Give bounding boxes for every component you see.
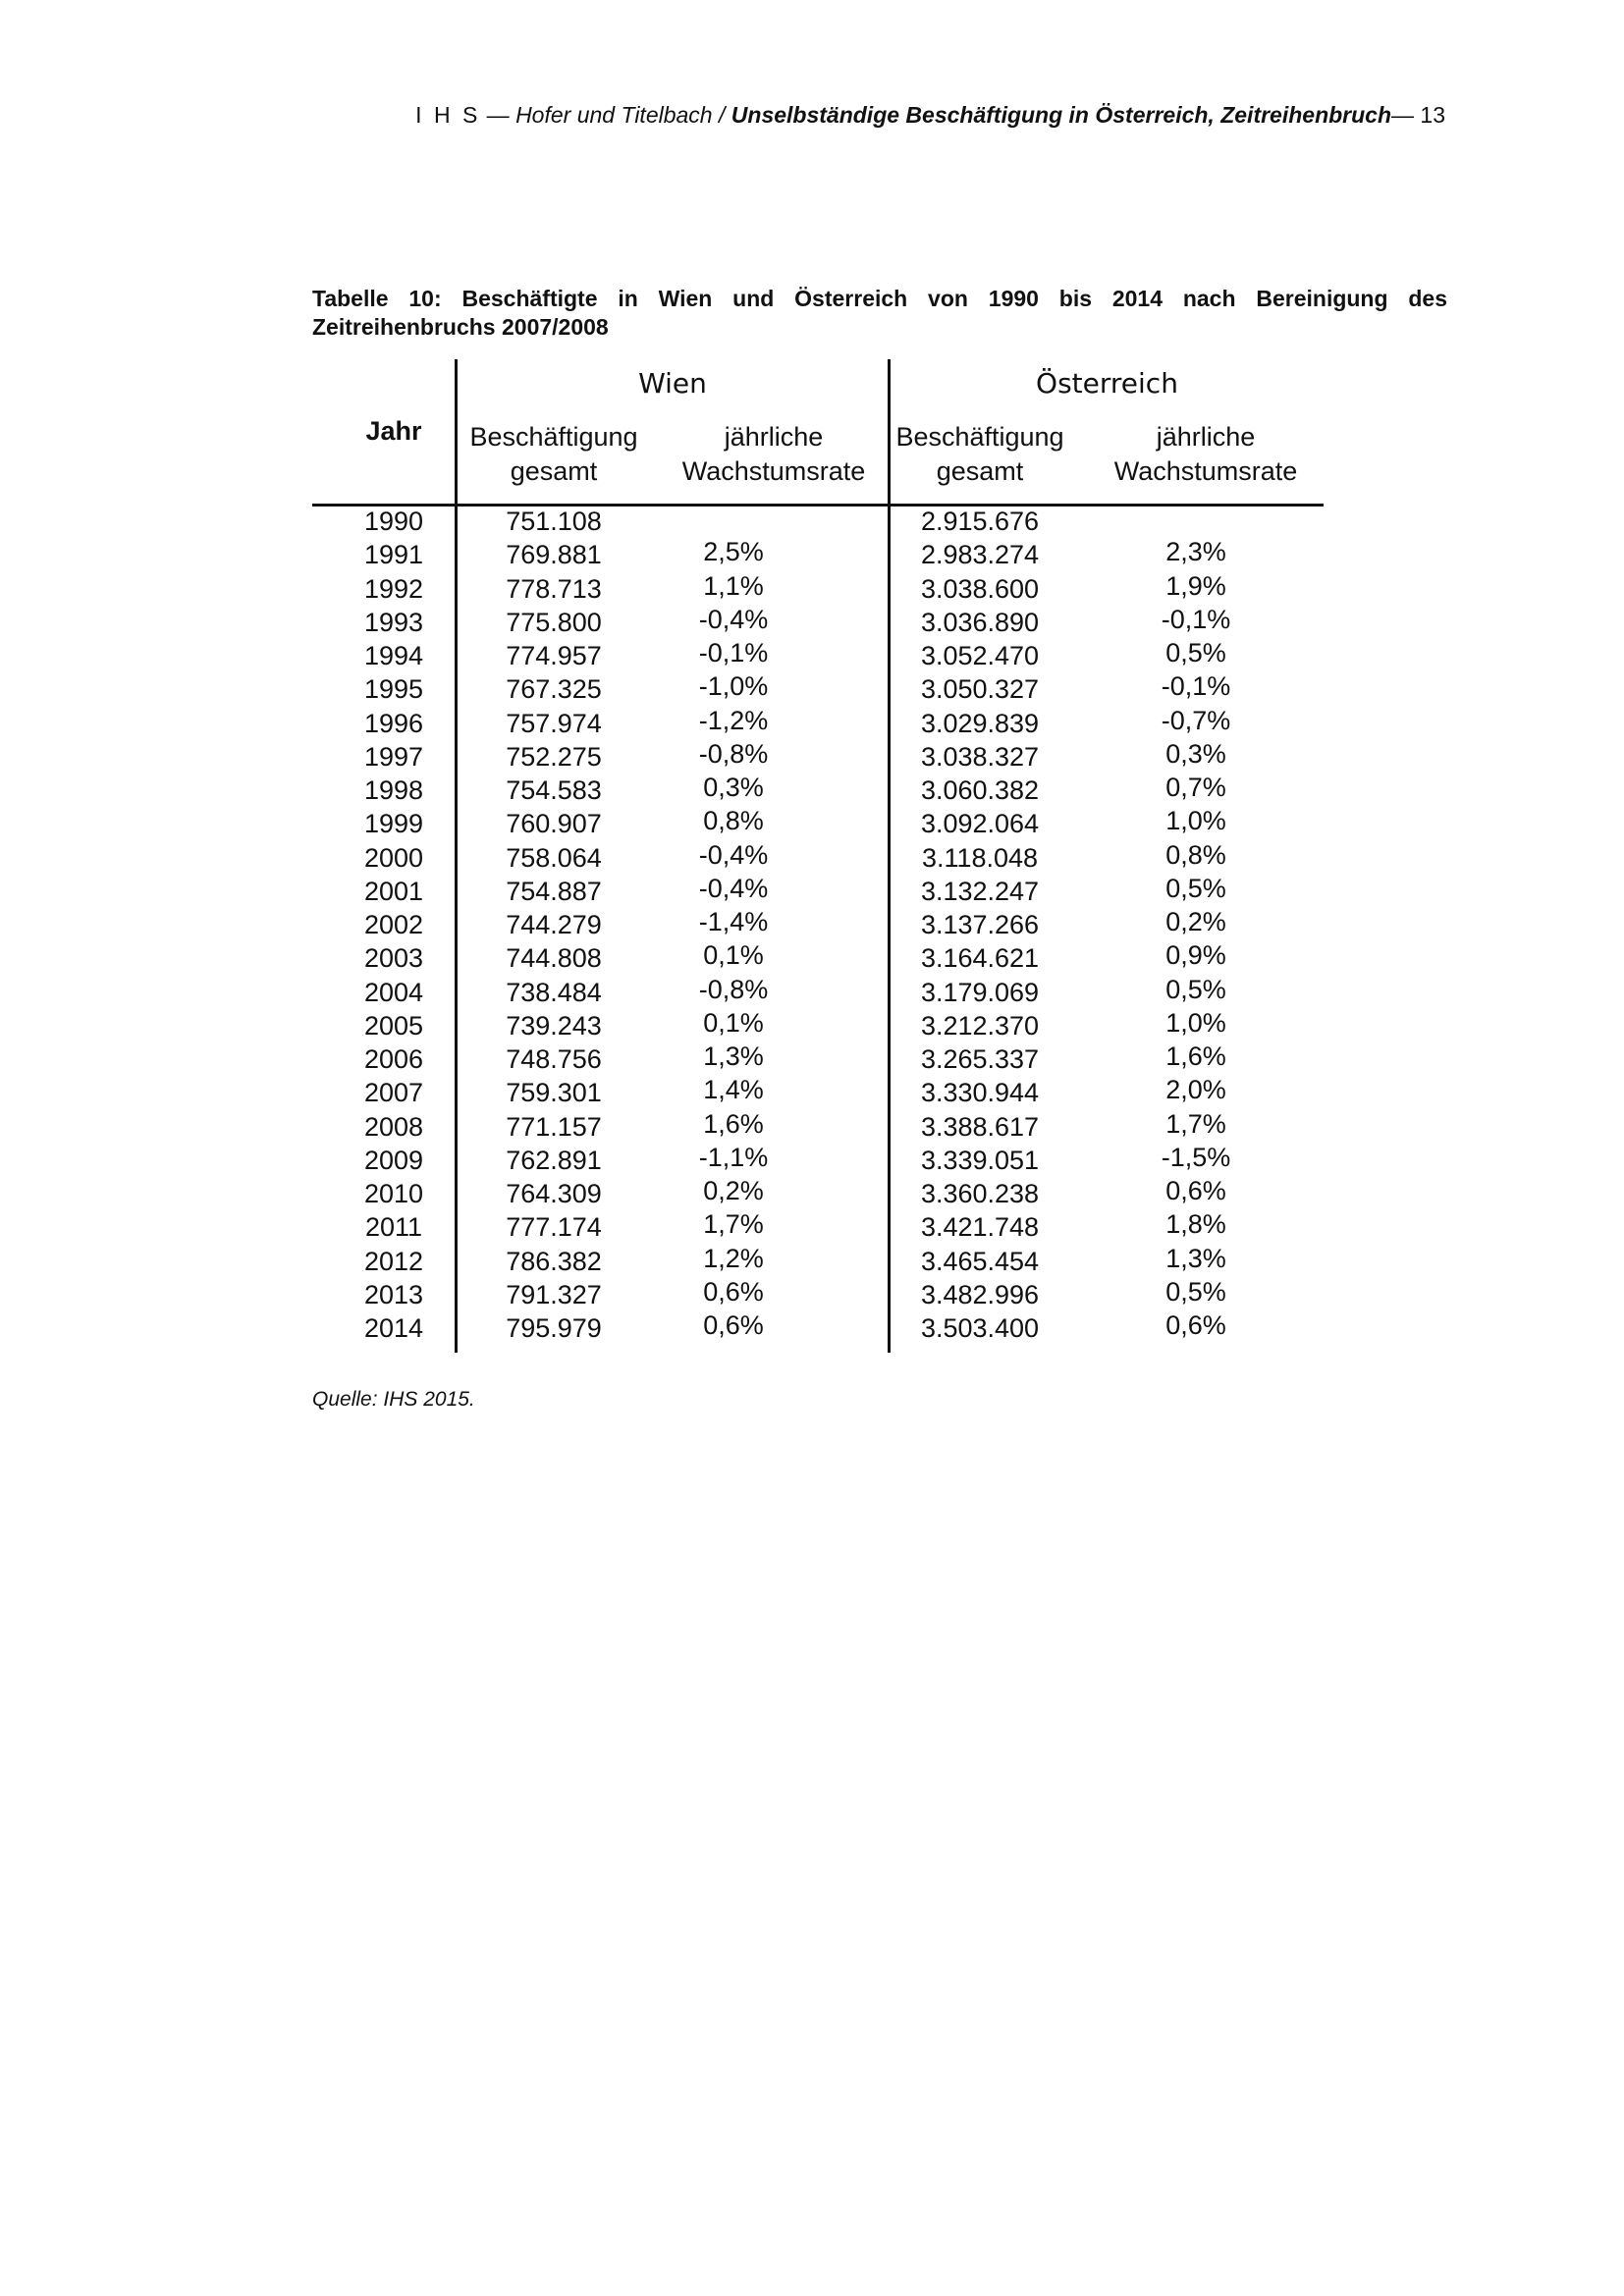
cell-wien-beschaeftigung: 795.979 [506,1313,602,1343]
cell-wien-wachstum: 1,7% [703,1209,764,1240]
cell-wien-wachstum: 1,1% [703,570,764,601]
cell-oesterreich-wachstum: 1,3% [1165,1243,1226,1273]
table-row [312,1142,1324,1179]
cell-jahr: 2009 [363,1145,424,1175]
cell-wien-wachstum: 0,2% [703,1176,764,1205]
header-line: gesamt [936,456,1024,486]
cell-wien-beschaeftigung: 759.301 [506,1078,602,1108]
cell-oesterreich-wachstum: 0,6% [1165,1176,1226,1205]
cell-wien-beschaeftigung: 751.108 [506,507,602,536]
group-header-oesterreich: Österreich [1036,367,1178,400]
cell-wien-wachstum: 0,6% [703,1276,764,1307]
cell-oesterreich-beschaeftigung: 3.388.617 [920,1111,1040,1142]
cell-jahr: 1996 [363,708,424,738]
cell-oesterreich-beschaeftigung: 3.050.327 [920,674,1040,705]
table-row [312,775,1324,809]
cell-wien-wachstum: -0,4% [698,604,769,634]
cell-jahr: 1999 [363,809,424,839]
cell-wien-wachstum: 0,6% [703,1310,764,1340]
header-line: jährliche [724,422,824,452]
cell-wien-wachstum: -0,8% [698,974,769,1004]
cell-oesterreich-beschaeftigung: 3.092.064 [920,809,1040,839]
cell-wien-wachstum: 2,5% [703,537,764,567]
header-page-number: — 13 [1391,102,1445,128]
cell-wien-beschaeftigung: 748.756 [506,1044,602,1074]
table-row [312,1310,1324,1347]
table-row [312,671,1324,708]
header-authors: — Hofer und Titelbach / [480,102,731,128]
cell-wien-wachstum: 1,3% [703,1041,764,1071]
cell-jahr: 2012 [363,1246,424,1276]
cell-oesterreich-wachstum: 1,0% [1165,806,1226,836]
column-header-wien-beschaeftigung [460,420,648,489]
table-row [312,1075,1324,1111]
cell-wien-beschaeftigung: 754.583 [506,775,602,805]
cell-wien-wachstum: 0,1% [703,1007,764,1038]
cell-wien-beschaeftigung: 775.800 [506,607,602,637]
cell-jahr: 2011 [364,1212,423,1243]
table-row [312,604,1324,641]
cell-wien-wachstum: -0,1% [698,638,769,667]
table-caption: Tabelle 10: Beschäftigte in Wien und Österreich von 1990 bis 2014 nach Bereinigung des Zeitreihenbruchs 2007/2008 [312,286,1447,340]
cell-oesterreich-beschaeftigung: 3.212.370 [920,1010,1040,1041]
cell-wien-wachstum: -1,1% [698,1142,769,1172]
table-row [312,806,1324,842]
cell-wien-beschaeftigung: 771.157 [506,1111,602,1142]
header-line: Wachstumsrate [1113,456,1298,486]
table-row [312,873,1324,910]
table-row [312,907,1324,943]
cell-oesterreich-beschaeftigung: 3.038.327 [920,741,1040,772]
cell-jahr: 1993 [363,607,424,637]
cell-oesterreich-beschaeftigung: 3.052.470 [920,641,1040,670]
cell-jahr: 1994 [363,641,424,670]
table-row [312,1007,1324,1044]
cell-jahr: 2007 [363,1078,424,1108]
cell-oesterreich-wachstum: -0,1% [1161,671,1231,702]
table-row [312,638,1324,674]
cell-wien-beschaeftigung: 769.881 [506,540,602,570]
cell-jahr: 2005 [363,1010,424,1041]
cell-oesterreich-beschaeftigung: 3.137.266 [920,910,1040,939]
table-row [312,570,1324,608]
cell-wien-wachstum: 1,6% [703,1108,764,1139]
cell-jahr: 1998 [363,775,424,805]
cell-jahr: 1990 [363,507,424,536]
cell-wien-beschaeftigung: 758.064 [506,842,602,873]
table-row [312,705,1324,742]
cell-wien-beschaeftigung: 744.279 [506,910,602,939]
cell-wien-beschaeftigung: 791.327 [506,1279,602,1309]
table-row [312,738,1324,775]
cell-wien-beschaeftigung: 752.275 [506,741,602,772]
cell-wien-beschaeftigung: 757.974 [506,708,602,738]
cell-oesterreich-wachstum: 1,0% [1165,1007,1226,1038]
cell-wien-wachstum: -0,4% [698,839,769,870]
cell-wien-beschaeftigung: 764.309 [506,1179,602,1208]
cell-jahr: 2003 [363,943,424,974]
cell-wien-wachstum: -1,0% [698,671,769,702]
cell-jahr: 1991 [363,540,424,570]
cell-oesterreich-beschaeftigung: 3.482.996 [920,1279,1040,1309]
cell-oesterreich-wachstum: 0,5% [1165,638,1226,667]
cell-jahr: 2001 [363,876,424,906]
table-row [312,1276,1324,1313]
table-row [312,1041,1324,1078]
cell-oesterreich-beschaeftigung: 3.060.382 [920,775,1040,805]
cell-oesterreich-beschaeftigung: 3.421.748 [920,1212,1040,1243]
cell-jahr: 2000 [363,842,424,873]
cell-oesterreich-beschaeftigung: 3.132.247 [920,876,1040,906]
cell-wien-wachstum: -0,8% [698,738,769,769]
cell-oesterreich-wachstum: 1,6% [1165,1041,1226,1071]
cell-wien-wachstum: -0,4% [698,873,769,903]
cell-wien-beschaeftigung: 786.382 [506,1246,602,1276]
group-header-wien: Wien [638,367,707,400]
cell-oesterreich-wachstum: 0,5% [1165,974,1226,1004]
cell-wien-wachstum: 0,3% [703,773,764,802]
header-line: Beschäftigung [469,422,638,452]
cell-jahr: 1997 [363,741,424,772]
cell-wien-beschaeftigung: 778.713 [506,573,602,604]
cell-wien-wachstum: 0,8% [703,806,764,836]
cell-oesterreich-beschaeftigung: 3.038.600 [920,573,1040,604]
cell-wien-beschaeftigung: 739.243 [506,1010,602,1041]
table-row [312,940,1324,977]
cell-jahr: 1995 [363,674,424,705]
cell-jahr: 2013 [363,1279,424,1309]
cell-oesterreich-wachstum: 1,7% [1165,1108,1226,1139]
cell-oesterreich-beschaeftigung: 2.983.274 [920,540,1040,570]
cell-oesterreich-beschaeftigung: 3.029.839 [920,708,1040,738]
cell-oesterreich-beschaeftigung: 2.915.676 [920,507,1040,536]
header-title: Unselbständige Beschäftigung in Österreich, Zeitreihenbruch [731,102,1392,128]
cell-oesterreich-wachstum: 1,8% [1165,1209,1226,1240]
cell-oesterreich-wachstum: 0,8% [1165,839,1226,870]
running-header [415,102,1445,129]
cell-oesterreich-wachstum: 0,3% [1165,738,1226,769]
cell-oesterreich-wachstum: -0,7% [1161,705,1231,735]
header-line: jährliche [1156,422,1256,452]
cell-jahr: 2008 [363,1111,424,1142]
header-line: Wachstumsrate [681,456,866,486]
header-institute: I H S [415,102,481,128]
cell-oesterreich-wachstum: 0,9% [1165,940,1226,971]
cell-oesterreich-wachstum: 0,5% [1165,1276,1226,1307]
cell-oesterreich-wachstum: 0,2% [1165,907,1226,936]
cell-wien-beschaeftigung: 762.891 [506,1145,602,1175]
cell-wien-wachstum: -1,4% [698,907,769,936]
cell-jahr: 2014 [363,1313,424,1343]
table-row [312,507,1324,540]
table-row [312,974,1324,1011]
cell-wien-beschaeftigung: 774.957 [506,641,602,670]
cell-wien-beschaeftigung: 754.887 [506,876,602,906]
cell-oesterreich-wachstum: -1,5% [1161,1142,1231,1172]
cell-oesterreich-beschaeftigung: 3.330.944 [920,1078,1040,1108]
table-source: Quelle: IHS 2015. [312,1388,475,1411]
cell-wien-wachstum: 0,1% [703,940,764,971]
cell-wien-wachstum: 1,4% [703,1075,764,1105]
cell-jahr: 1992 [363,573,424,604]
cell-jahr: 2010 [363,1179,424,1208]
table-row [312,839,1324,877]
cell-wien-beschaeftigung: 760.907 [506,809,602,839]
table-row [312,1108,1324,1146]
cell-jahr: 2006 [363,1044,424,1074]
header-line: Beschäftigung [895,422,1064,452]
cell-wien-beschaeftigung: 738.484 [506,977,602,1007]
cell-wien-beschaeftigung: 744.808 [506,943,602,974]
cell-oesterreich-wachstum: -0,1% [1161,604,1231,634]
table-row [312,537,1324,573]
column-header-oesterreich-beschaeftigung [893,420,1066,489]
cell-oesterreich-beschaeftigung: 3.265.337 [920,1044,1040,1074]
cell-oesterreich-beschaeftigung: 3.339.051 [920,1145,1040,1175]
cell-oesterreich-beschaeftigung: 3.503.400 [920,1313,1040,1343]
cell-jahr: 2002 [363,910,424,939]
header-line: gesamt [510,456,598,486]
cell-wien-wachstum: -1,2% [698,705,769,735]
cell-oesterreich-wachstum: 0,5% [1165,873,1226,903]
cell-oesterreich-wachstum: 0,7% [1165,773,1226,802]
column-header-wien-wachstum [676,420,872,489]
cell-wien-beschaeftigung: 777.174 [506,1212,602,1243]
cell-oesterreich-wachstum: 2,3% [1165,537,1226,567]
cell-oesterreich-beschaeftigung: 3.465.454 [920,1246,1040,1276]
cell-oesterreich-wachstum: 2,0% [1165,1075,1226,1105]
cell-jahr: 2004 [363,977,424,1007]
column-header-oesterreich-wachstum [1108,420,1304,489]
column-header-jahr: Jahr [365,416,422,446]
cell-oesterreich-wachstum: 0,6% [1165,1310,1226,1340]
cell-oesterreich-beschaeftigung: 3.360.238 [920,1179,1040,1208]
table-row [312,1209,1324,1246]
table-row [312,1243,1324,1280]
cell-oesterreich-wachstum: 1,9% [1165,570,1226,601]
cell-wien-wachstum: 1,2% [703,1243,764,1273]
table-row [312,1176,1324,1212]
cell-wien-beschaeftigung: 767.325 [506,674,602,705]
cell-oesterreich-beschaeftigung: 3.118.048 [921,842,1039,873]
cell-oesterreich-beschaeftigung: 3.036.890 [920,607,1040,637]
cell-oesterreich-beschaeftigung: 3.164.621 [920,943,1040,974]
cell-oesterreich-beschaeftigung: 3.179.069 [920,977,1040,1007]
